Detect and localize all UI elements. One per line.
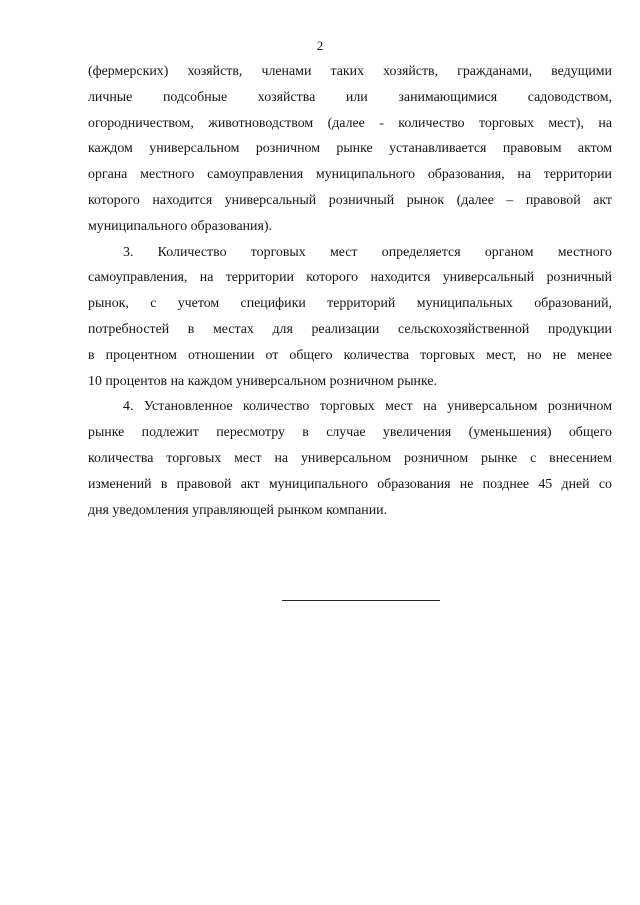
paragraph-item-4: [88, 394, 612, 523]
text-line: самоуправления, на территории которого находится универсальный розничный: [88, 270, 612, 286]
end-separator-line: [282, 600, 440, 601]
text-line: в процентном отношении от общего количества торговых мест, но не менее: [88, 347, 612, 363]
text-line: дня уведомления управляющей рынком компании.: [88, 502, 388, 518]
text-line: каждом универсальном розничном рынке устанавливается правовым актом: [88, 141, 612, 157]
page-number: 2: [316, 38, 324, 53]
text-line: органа местного самоуправления муниципального образования, на территории: [88, 167, 612, 183]
text-line: количества торговых мест на универсальном розничном рынке с внесением: [88, 450, 612, 466]
text-line: которого находится универсальный розничный рынок (далее – правовой акт: [88, 192, 612, 208]
text-line: 3. Количество торговых мест определяется органом местного: [123, 244, 612, 260]
document-body: [88, 59, 612, 523]
text-line: рынок, с учетом специфики территорий муниципальных образований,: [88, 296, 612, 312]
paragraph-item-3: [88, 240, 612, 395]
text-line: потребностей в местах для реализации сельскохозяйственной продукции: [88, 321, 612, 337]
paragraph-continuation: [88, 59, 612, 240]
text-line: (фермерских) хозяйств, членами таких хозяйств, гражданами, ведущими: [88, 64, 612, 79]
text-line: муниципального образования).: [88, 218, 272, 234]
text-line: изменений в правовой акт муниципального образования не позднее 45 дней со: [88, 476, 612, 492]
text-line: 10 процентов на каждом универсальном розничном рынке.: [88, 373, 437, 389]
text-line: 4. Установленное количество торговых мест на универсальном розничном: [123, 399, 612, 415]
text-line: рынке подлежит пересмотру в случае увеличения (уменьшения) общего: [88, 425, 612, 441]
text-line: личные подсобные хозяйства или занимающимися садоводством,: [88, 89, 612, 105]
text-line: огородничеством, животноводством (далее - количество торговых мест), на: [88, 115, 612, 131]
